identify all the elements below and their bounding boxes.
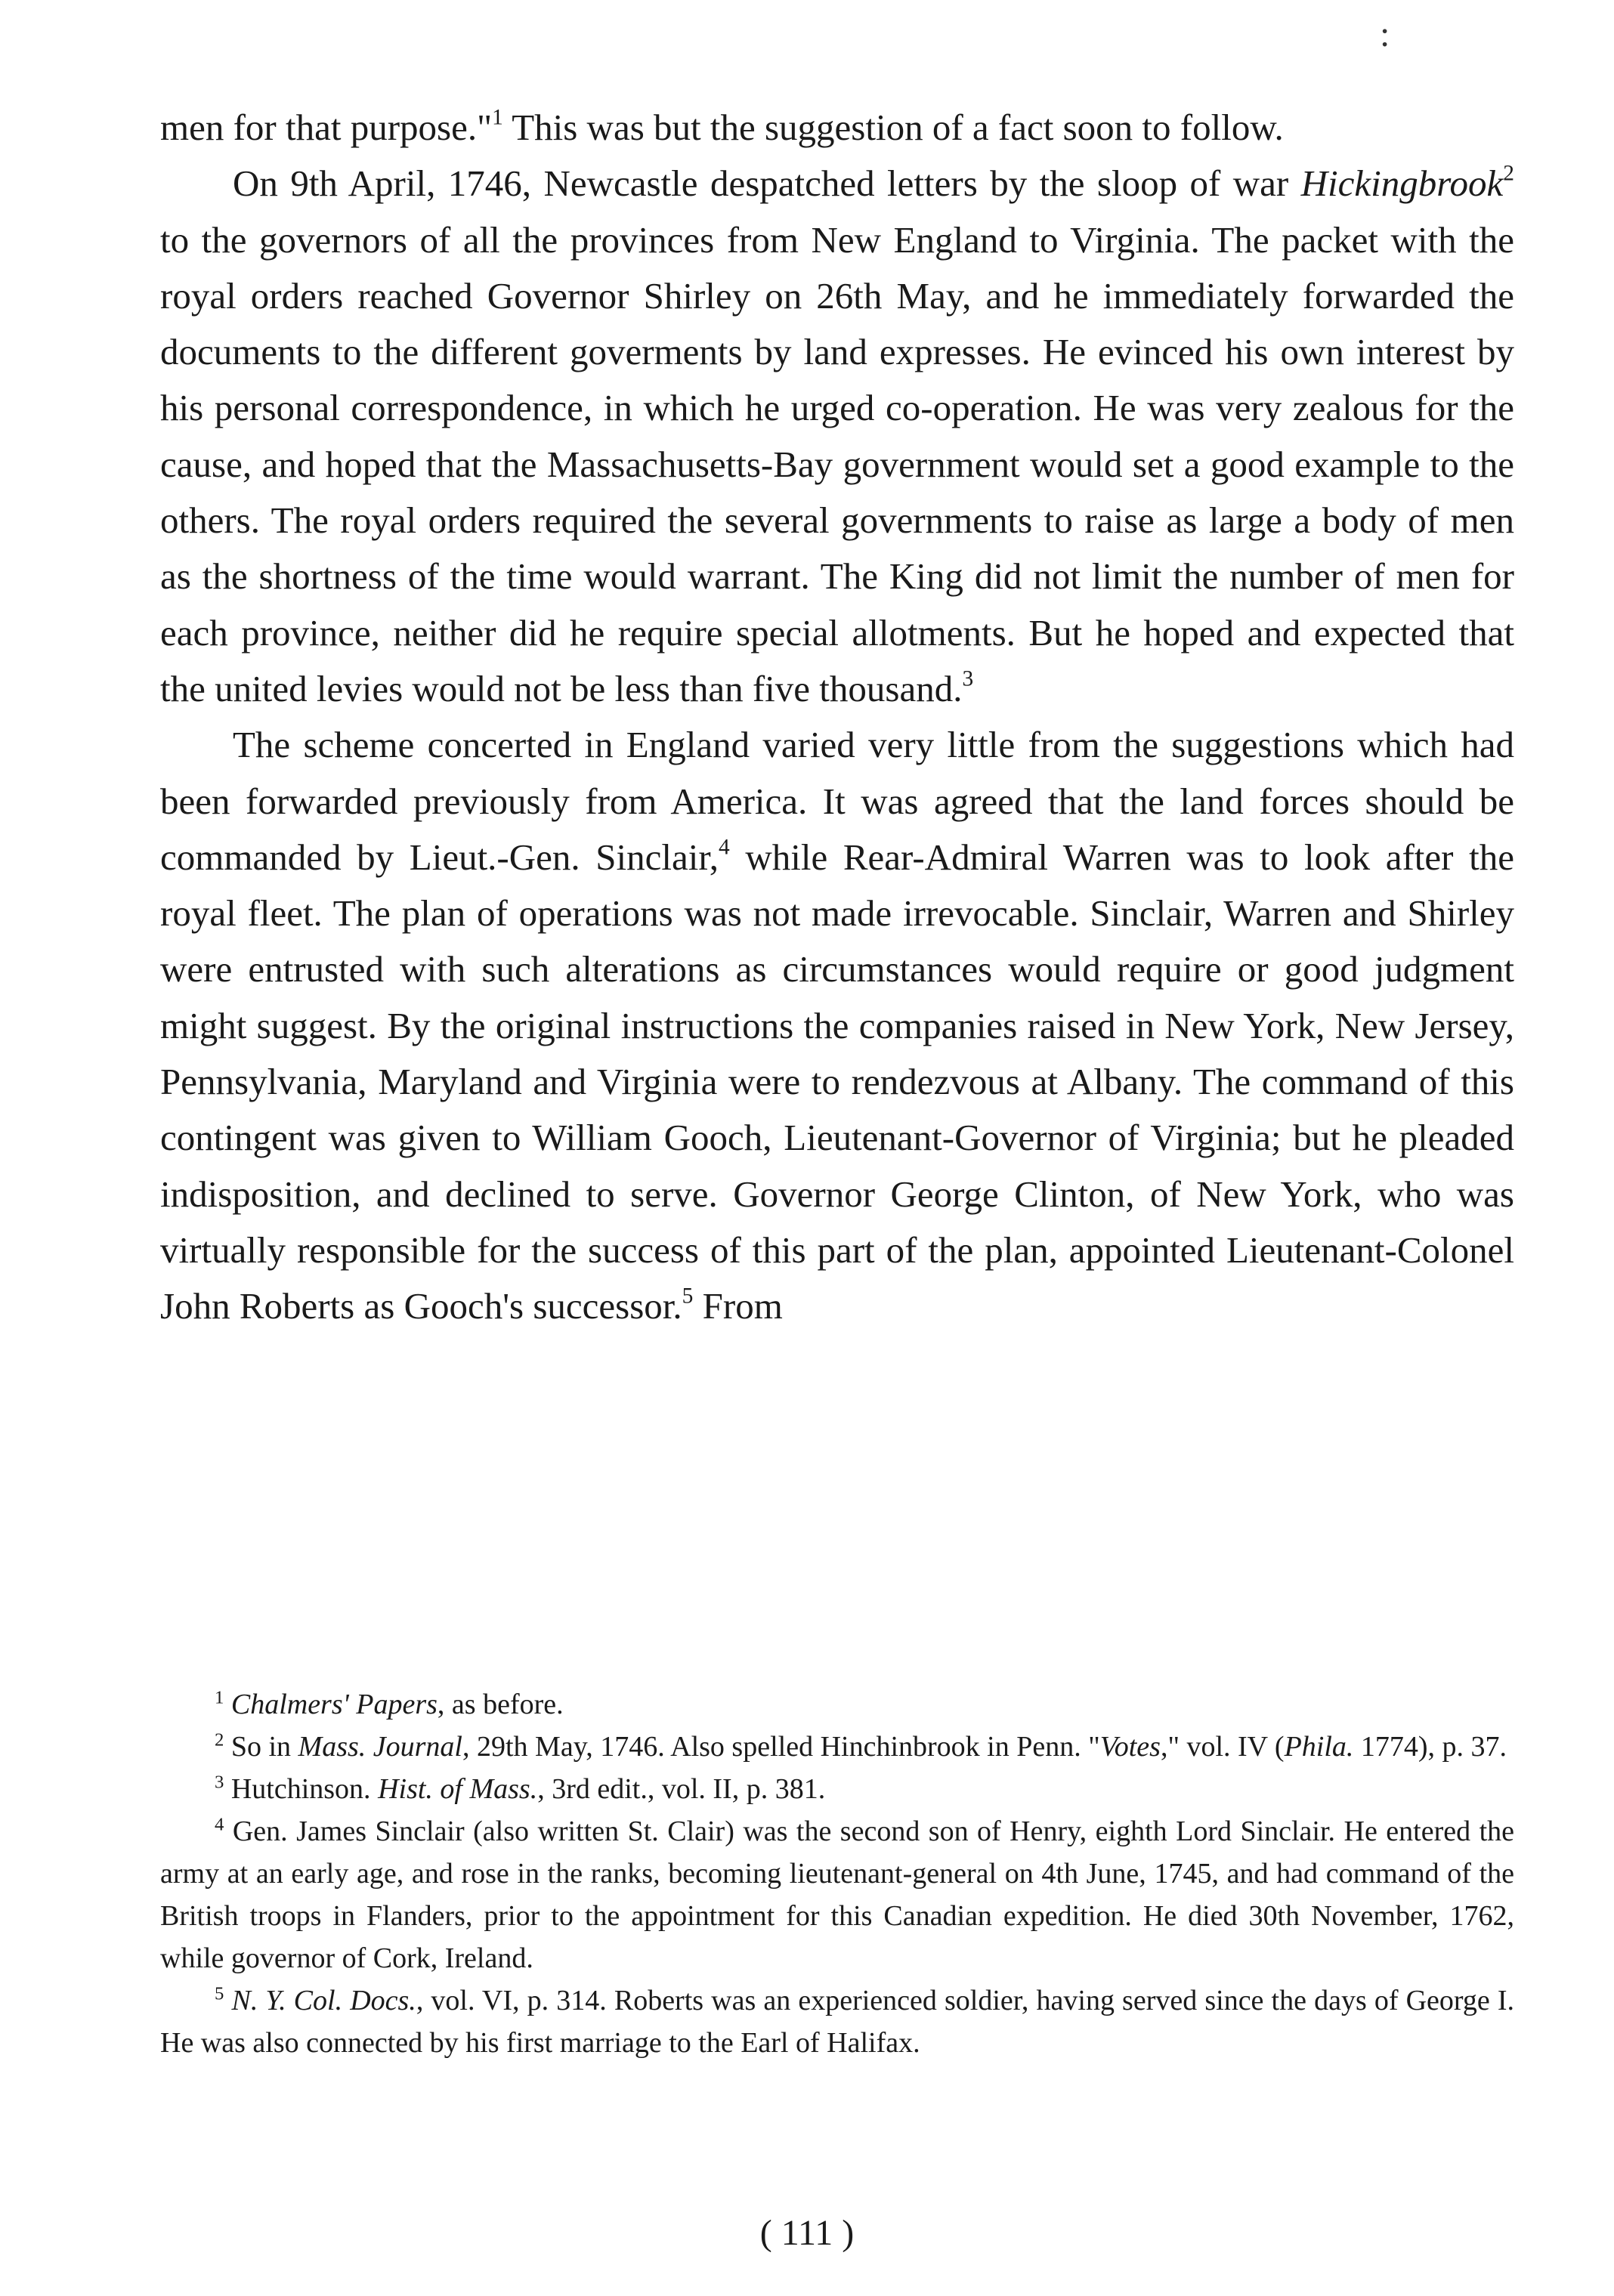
- footnote-ref-4[interactable]: 4: [718, 835, 730, 860]
- footnote-ref-1[interactable]: 1: [492, 105, 503, 130]
- paragraph-1: [160, 100, 1514, 156]
- p3-text-b: while Rear-Admiral Warren was to look after the royal fleet. The plan of operations was not made irrevocable. Sinclair, Warren and Shirley were entrusted with such alterations as circumstances would require or good judgment might suggest. By the original instructions the companies raised in New York, New Jersey, Pennsylvania, Maryland and Virginia were to rendezvous at Albany. The command of this contingent was given to William Gooch, Lieutenant-Governor of Virginia; but he pleaded indisposition, and declined to serve. Governor George Clinton, of New York, who was virtually responsible for the success of this part of the plan, appointed Lieutenant-Colonel John Roberts as Gooch's successor.: [160, 836, 1514, 1327]
- footnote-ref-2[interactable]: 2: [1503, 161, 1514, 186]
- footnote-number: 3: [215, 1772, 224, 1793]
- ship-name: Hickingbrook: [1300, 162, 1504, 205]
- footnote-title: N. Y. Col. Docs.: [231, 1985, 416, 2016]
- p2-text-a: On 9th April, 1746, Newcastle despatched letters by the sloop of war: [233, 162, 1301, 205]
- p3-text-a: The scheme concerted in England varied very little from the suggestions which had been forwarded previously from America. It was agreed that the land forces should be commanded by Lieut.-Gen. Sinclair,: [160, 724, 1514, 878]
- footnote-text: So in: [230, 1731, 298, 1763]
- p2-text-b: to the governors of all the provinces from New England to Virginia. The packet with the royal orders reached Governor Shirley on 26th May, and he immediately forwarded the documents to the different goverments by land expresses. He evinced his own interest by his personal correspondence, in which he urged co-operation. He was very zealous for the cause, and hoped that the Massachusetts-Bay government would set a good example to the others. The royal orders required the several governments to raise as large a body of men as the shortness of the time would warrant. The King did not limit the number of men for each province, neither did he require special allotments. But he hoped and expected that the united levies would not be less than five thousand.: [160, 218, 1514, 709]
- footnote-text: ," vol. IV (: [1160, 1731, 1285, 1763]
- footnote-text: Hutchinson.: [230, 1773, 379, 1805]
- p1-rest: This was but the suggestion of a fact soon to follow.: [502, 107, 1284, 148]
- footnote-number: 5: [215, 1983, 224, 2004]
- footnote-place: Phila.: [1284, 1731, 1354, 1763]
- paragraph-3: [160, 717, 1514, 1334]
- footnote-text: 1774), p. 37.: [1353, 1731, 1507, 1763]
- footnote-number: 2: [215, 1729, 224, 1751]
- footnote-text: , 3rd edit., vol. II, p. 381.: [537, 1773, 826, 1805]
- footnote-3: [160, 1768, 1514, 1810]
- footnote-title: Mass. Journal: [298, 1731, 462, 1763]
- footnote-text: Gen. James Sinclair (also written St. Clair) was the second son of Henry, eighth Lord Sinclair. He entered the army at an early age, and rose in the ranks, becoming lieutenant-general on 4th June, 1745, and had command of the British troops in Flanders, prior to the appointment for this Canadian expedition. He died 30th November, 1762, while governor of Cork, Ireland.: [160, 1815, 1515, 1974]
- footnote-title: Chalmers' Papers: [230, 1689, 438, 1720]
- p1-lead: men for that purpose.": [160, 107, 493, 148]
- footnote-text: , as before.: [437, 1689, 564, 1720]
- footnote-ref-5[interactable]: 5: [682, 1284, 694, 1309]
- footnote-ref-3[interactable]: 3: [962, 666, 974, 691]
- footnote-text: , 29th May, 1746. Also spelled Hinchinbrook in Penn. ": [462, 1731, 1100, 1763]
- footnotes: [160, 1683, 1514, 2064]
- footnote-2: [160, 1726, 1514, 1768]
- footnote-5: [160, 1979, 1514, 2064]
- footnote-text: , vol. VI, p. 314. Roberts was an experienced soldier, having served since the days of George I. He was also connected by his first marriage to the Earl of Halifax.: [160, 1985, 1515, 2059]
- corner-mark: :: [1380, 14, 1390, 54]
- paragraph-2: [160, 156, 1514, 717]
- footnote-title: Votes: [1099, 1731, 1161, 1763]
- footnote-4: [160, 1810, 1514, 1979]
- footnote-number: 4: [215, 1814, 224, 1835]
- footnote-1: [160, 1683, 1514, 1726]
- footnote-number: 1: [215, 1687, 224, 1708]
- body-text: [160, 100, 1514, 1335]
- footnote-title: Hist. of Mass.: [378, 1773, 538, 1805]
- p3-text-c: From: [693, 1285, 783, 1327]
- page-number: ( 111 ): [759, 2213, 855, 2253]
